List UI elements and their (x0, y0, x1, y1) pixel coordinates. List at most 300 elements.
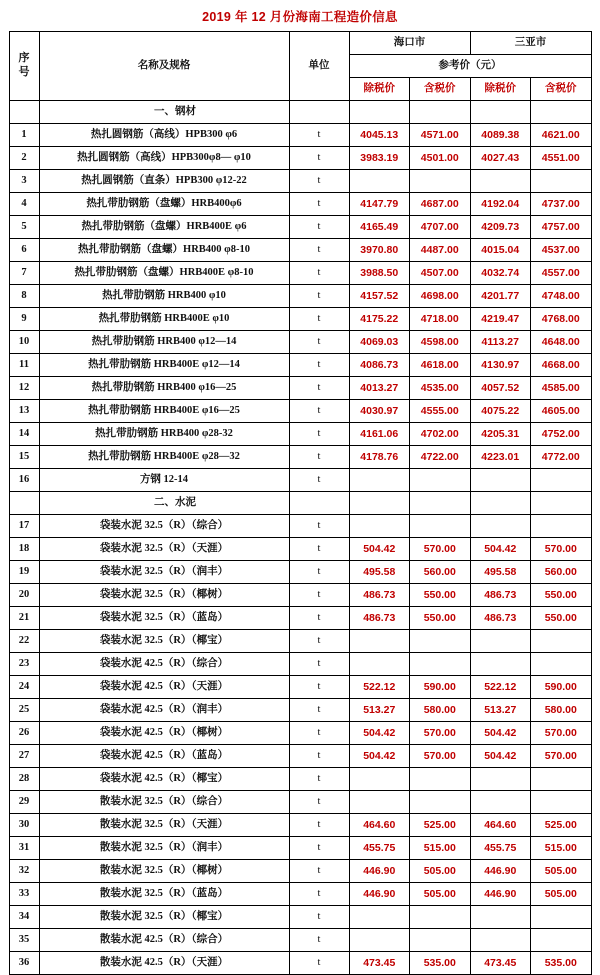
header-seq-line2: 号 (18, 66, 30, 78)
row-unit: t (289, 929, 349, 952)
row-haikou-incl-tax: 570.00 (410, 538, 471, 561)
row-unit: t (289, 952, 349, 975)
header-seq (9, 32, 39, 101)
table-row (9, 147, 591, 170)
table-row (9, 722, 591, 745)
row-haikou-incl-tax: 4702.00 (410, 423, 471, 446)
row-sanya-excl-tax: 4209.73 (470, 216, 531, 239)
row-sanya-excl-tax: 504.42 (470, 722, 531, 745)
row-sanya-incl-tax (531, 630, 592, 653)
row-sanya-incl-tax (531, 101, 592, 124)
table-row (9, 561, 591, 584)
row-haikou-incl-tax (410, 469, 471, 492)
row-sequence: 19 (9, 561, 39, 584)
row-category-name: 一、钢材 (39, 101, 289, 124)
row-item-name: 袋装水泥 32.5（R）（润丰） (39, 561, 289, 584)
row-item-name: 袋装水泥 42.5（R）（蓝岛） (39, 745, 289, 768)
row-haikou-incl-tax: 4535.00 (410, 377, 471, 400)
row-item-name: 袋装水泥 42.5（R）（天涯） (39, 676, 289, 699)
row-item-name: 散装水泥 32.5（R）（椰宝） (39, 906, 289, 929)
row-unit: t (289, 331, 349, 354)
row-sanya-excl-tax: 446.90 (470, 883, 531, 906)
row-item-name: 袋装水泥 32.5（R）（椰树） (39, 584, 289, 607)
row-item-name: 热扎带肋钢筋 HRB400 φ16—25 (39, 377, 289, 400)
row-haikou-incl-tax (410, 630, 471, 653)
row-item-name: 袋装水泥 32.5（R）（椰宝） (39, 630, 289, 653)
row-sanya-incl-tax: 4772.00 (531, 446, 592, 469)
header-sanya-incl-tax: 含税价 (531, 78, 592, 101)
header-city-sanya: 三亚市 (470, 32, 591, 55)
row-sequence: 13 (9, 400, 39, 423)
row-unit: t (289, 745, 349, 768)
row-haikou-excl-tax: 486.73 (349, 607, 410, 630)
row-sanya-excl-tax (470, 906, 531, 929)
row-sanya-excl-tax (470, 469, 531, 492)
table-row (9, 653, 591, 676)
header-city-haikou: 海口市 (349, 32, 470, 55)
row-sequence: 36 (9, 952, 39, 975)
header-haikou-excl-tax: 除税价 (349, 78, 410, 101)
row-sanya-excl-tax (470, 515, 531, 538)
row-sanya-incl-tax: 4537.00 (531, 239, 592, 262)
row-item-name: 散装水泥 32.5（R）（天涯） (39, 814, 289, 837)
row-haikou-excl-tax (349, 630, 410, 653)
row-haikou-excl-tax: 486.73 (349, 584, 410, 607)
table-row (9, 308, 591, 331)
row-haikou-excl-tax (349, 515, 410, 538)
table-row (9, 262, 591, 285)
row-sanya-incl-tax: 515.00 (531, 837, 592, 860)
row-item-name: 热扎带肋钢筋 HRB400E φ28—32 (39, 446, 289, 469)
row-item-name: 袋装水泥 42.5（R）（润丰） (39, 699, 289, 722)
row-unit (289, 101, 349, 124)
table-row (9, 745, 591, 768)
row-haikou-incl-tax: 590.00 (410, 676, 471, 699)
row-category-name: 二、水泥 (39, 492, 289, 515)
table-row (9, 837, 591, 860)
row-item-name: 散装水泥 32.5（R）（椰树） (39, 860, 289, 883)
row-sanya-excl-tax: 4089.38 (470, 124, 531, 147)
row-sequence: 2 (9, 147, 39, 170)
row-sanya-incl-tax: 4551.00 (531, 147, 592, 170)
row-sequence: 18 (9, 538, 39, 561)
header-sanya-excl-tax: 除税价 (470, 78, 531, 101)
row-sequence: 1 (9, 124, 39, 147)
row-haikou-excl-tax: 464.60 (349, 814, 410, 837)
row-haikou-incl-tax: 4598.00 (410, 331, 471, 354)
row-item-name: 热扎圆钢筋（高线）HPB300φ8— φ10 (39, 147, 289, 170)
row-sanya-excl-tax: 522.12 (470, 676, 531, 699)
row-unit: t (289, 469, 349, 492)
row-haikou-incl-tax: 4722.00 (410, 446, 471, 469)
row-haikou-excl-tax (349, 492, 410, 515)
row-haikou-incl-tax: 570.00 (410, 745, 471, 768)
row-unit: t (289, 722, 349, 745)
row-item-name: 袋装水泥 42.5（R）（椰宝） (39, 768, 289, 791)
row-haikou-excl-tax: 4013.27 (349, 377, 410, 400)
row-sanya-excl-tax (470, 929, 531, 952)
row-unit: t (289, 377, 349, 400)
row-haikou-excl-tax (349, 653, 410, 676)
row-sequence: 26 (9, 722, 39, 745)
row-haikou-incl-tax: 4507.00 (410, 262, 471, 285)
table-row (9, 929, 591, 952)
row-unit: t (289, 239, 349, 262)
row-haikou-excl-tax: 4157.52 (349, 285, 410, 308)
row-unit: t (289, 630, 349, 653)
row-sanya-excl-tax (470, 768, 531, 791)
row-haikou-excl-tax (349, 929, 410, 952)
header-seq-line1: 序 (18, 52, 30, 65)
row-sanya-excl-tax: 4027.43 (470, 147, 531, 170)
table-row (9, 584, 591, 607)
row-haikou-incl-tax: 515.00 (410, 837, 471, 860)
row-sequence: 23 (9, 653, 39, 676)
price-information-table (9, 31, 592, 975)
row-sequence: 34 (9, 906, 39, 929)
row-sanya-incl-tax: 4748.00 (531, 285, 592, 308)
row-haikou-excl-tax (349, 170, 410, 193)
row-sanya-incl-tax: 4737.00 (531, 193, 592, 216)
row-item-name: 袋装水泥 32.5（R）（综合） (39, 515, 289, 538)
row-sequence: 8 (9, 285, 39, 308)
row-unit (289, 492, 349, 515)
row-unit: t (289, 124, 349, 147)
header-haikou-incl-tax: 含税价 (410, 78, 471, 101)
row-sanya-excl-tax: 486.73 (470, 584, 531, 607)
row-unit: t (289, 699, 349, 722)
row-sanya-incl-tax: 535.00 (531, 952, 592, 975)
row-sanya-excl-tax: 464.60 (470, 814, 531, 837)
row-sanya-excl-tax: 455.75 (470, 837, 531, 860)
row-sanya-incl-tax (531, 653, 592, 676)
row-haikou-incl-tax: 525.00 (410, 814, 471, 837)
row-haikou-excl-tax: 522.12 (349, 676, 410, 699)
row-sanya-excl-tax: 4015.04 (470, 239, 531, 262)
row-sequence: 12 (9, 377, 39, 400)
row-unit: t (289, 837, 349, 860)
row-haikou-incl-tax (410, 653, 471, 676)
row-unit: t (289, 538, 349, 561)
row-item-name: 袋装水泥 42.5（R）（综合） (39, 653, 289, 676)
table-row (9, 124, 591, 147)
row-item-name: 散装水泥 42.5（R）（天涯） (39, 952, 289, 975)
row-sequence: 22 (9, 630, 39, 653)
row-sanya-incl-tax: 570.00 (531, 538, 592, 561)
header-reference-price: 参考价（元） (349, 55, 591, 78)
row-unit: t (289, 400, 349, 423)
row-haikou-incl-tax: 550.00 (410, 584, 471, 607)
row-sequence: 6 (9, 239, 39, 262)
table-row (9, 791, 591, 814)
row-unit: t (289, 285, 349, 308)
table-row (9, 239, 591, 262)
row-item-name: 热扎带肋钢筋 HRB400 φ12—14 (39, 331, 289, 354)
row-haikou-excl-tax (349, 469, 410, 492)
row-item-name: 热扎圆钢筋（直条）HPB300 φ12-22 (39, 170, 289, 193)
row-haikou-incl-tax (410, 768, 471, 791)
header-unit: 单位 (289, 32, 349, 101)
row-sanya-incl-tax: 4621.00 (531, 124, 592, 147)
row-sequence: 11 (9, 354, 39, 377)
table-row (9, 607, 591, 630)
row-sanya-excl-tax: 473.45 (470, 952, 531, 975)
row-haikou-incl-tax: 4718.00 (410, 308, 471, 331)
row-haikou-excl-tax: 4045.13 (349, 124, 410, 147)
row-haikou-incl-tax: 4487.00 (410, 239, 471, 262)
row-haikou-excl-tax: 4161.06 (349, 423, 410, 446)
row-unit: t (289, 791, 349, 814)
row-sanya-incl-tax: 4648.00 (531, 331, 592, 354)
table-row (9, 354, 591, 377)
row-sanya-excl-tax: 4075.22 (470, 400, 531, 423)
table-row (9, 193, 591, 216)
row-haikou-excl-tax: 4175.22 (349, 308, 410, 331)
table-row (9, 699, 591, 722)
row-haikou-incl-tax: 4501.00 (410, 147, 471, 170)
row-haikou-incl-tax: 4707.00 (410, 216, 471, 239)
row-sanya-incl-tax: 4668.00 (531, 354, 592, 377)
row-haikou-incl-tax: 4571.00 (410, 124, 471, 147)
row-sanya-incl-tax: 4557.00 (531, 262, 592, 285)
row-sanya-excl-tax: 495.58 (470, 561, 531, 584)
row-sanya-excl-tax: 4201.77 (470, 285, 531, 308)
row-sanya-incl-tax (531, 768, 592, 791)
row-sanya-incl-tax: 560.00 (531, 561, 592, 584)
row-unit: t (289, 515, 349, 538)
row-sanya-incl-tax (531, 469, 592, 492)
row-sanya-incl-tax: 4768.00 (531, 308, 592, 331)
row-haikou-excl-tax: 455.75 (349, 837, 410, 860)
row-sanya-excl-tax: 446.90 (470, 860, 531, 883)
row-unit: t (289, 607, 349, 630)
row-sanya-excl-tax (470, 653, 531, 676)
row-haikou-excl-tax: 3988.50 (349, 262, 410, 285)
row-sanya-incl-tax: 590.00 (531, 676, 592, 699)
row-sanya-incl-tax: 4752.00 (531, 423, 592, 446)
table-row (9, 101, 591, 124)
header-name-spec: 名称及规格 (39, 32, 289, 101)
row-sequence: 29 (9, 791, 39, 814)
row-sanya-excl-tax: 4130.97 (470, 354, 531, 377)
row-sanya-incl-tax: 4585.00 (531, 377, 592, 400)
row-haikou-excl-tax (349, 768, 410, 791)
row-haikou-excl-tax (349, 101, 410, 124)
row-unit: t (289, 860, 349, 883)
row-unit: t (289, 676, 349, 699)
row-sequence: 15 (9, 446, 39, 469)
row-sanya-excl-tax: 486.73 (470, 607, 531, 630)
row-sanya-incl-tax (531, 492, 592, 515)
row-haikou-incl-tax: 4698.00 (410, 285, 471, 308)
row-item-name: 热扎带肋钢筋 HRB400E φ12—14 (39, 354, 289, 377)
row-sanya-incl-tax: 580.00 (531, 699, 592, 722)
row-haikou-incl-tax (410, 929, 471, 952)
table-row (9, 860, 591, 883)
row-item-name: 袋装水泥 32.5（R）（蓝岛） (39, 607, 289, 630)
row-sequence: 14 (9, 423, 39, 446)
row-unit: t (289, 906, 349, 929)
row-haikou-incl-tax (410, 791, 471, 814)
table-row (9, 423, 591, 446)
table-body (9, 101, 591, 975)
row-item-name: 热扎带肋钢筋 HRB400 φ28-32 (39, 423, 289, 446)
row-sequence: 10 (9, 331, 39, 354)
row-sequence: 24 (9, 676, 39, 699)
table-row (9, 515, 591, 538)
row-sequence: 25 (9, 699, 39, 722)
row-haikou-excl-tax: 4178.76 (349, 446, 410, 469)
row-sequence: 7 (9, 262, 39, 285)
table-row (9, 952, 591, 975)
row-haikou-incl-tax (410, 492, 471, 515)
row-sanya-incl-tax: 550.00 (531, 607, 592, 630)
row-item-name: 热扎带肋钢筋（盘螺）HRB400E φ6 (39, 216, 289, 239)
row-haikou-incl-tax: 505.00 (410, 883, 471, 906)
row-haikou-incl-tax (410, 906, 471, 929)
row-sequence: 4 (9, 193, 39, 216)
row-haikou-incl-tax: 570.00 (410, 722, 471, 745)
row-item-name: 方钢 12-14 (39, 469, 289, 492)
row-sanya-incl-tax: 570.00 (531, 722, 592, 745)
table-row (9, 170, 591, 193)
row-sanya-incl-tax (531, 906, 592, 929)
row-item-name: 散装水泥 42.5（R）（综合） (39, 929, 289, 952)
row-haikou-incl-tax (410, 101, 471, 124)
row-sequence (9, 101, 39, 124)
row-sanya-incl-tax (531, 791, 592, 814)
row-item-name: 袋装水泥 42.5（R）（椰树） (39, 722, 289, 745)
row-item-name: 热扎带肋钢筋 HRB400E φ16—25 (39, 400, 289, 423)
row-sanya-excl-tax: 504.42 (470, 538, 531, 561)
row-unit: t (289, 883, 349, 906)
row-sequence: 33 (9, 883, 39, 906)
table-row (9, 331, 591, 354)
row-unit: t (289, 423, 349, 446)
row-sequence: 9 (9, 308, 39, 331)
row-sanya-incl-tax: 505.00 (531, 883, 592, 906)
row-item-name: 热扎圆钢筋（高线）HPB300 φ6 (39, 124, 289, 147)
table-row (9, 676, 591, 699)
row-haikou-incl-tax: 505.00 (410, 860, 471, 883)
row-sanya-excl-tax: 4032.74 (470, 262, 531, 285)
row-haikou-excl-tax: 3983.19 (349, 147, 410, 170)
row-unit: t (289, 147, 349, 170)
row-item-name: 袋装水泥 32.5（R）（天涯） (39, 538, 289, 561)
row-sanya-excl-tax (470, 791, 531, 814)
row-sanya-incl-tax: 550.00 (531, 584, 592, 607)
row-haikou-incl-tax: 535.00 (410, 952, 471, 975)
row-item-name: 散装水泥 32.5（R）（润丰） (39, 837, 289, 860)
table-row (9, 814, 591, 837)
table-row (9, 538, 591, 561)
row-sanya-incl-tax: 570.00 (531, 745, 592, 768)
row-item-name: 热扎带肋钢筋 HRB400E φ10 (39, 308, 289, 331)
row-sanya-excl-tax: 504.42 (470, 745, 531, 768)
row-sanya-excl-tax (470, 492, 531, 515)
table-row (9, 216, 591, 239)
row-haikou-excl-tax: 504.42 (349, 722, 410, 745)
row-haikou-incl-tax: 550.00 (410, 607, 471, 630)
row-haikou-incl-tax: 4687.00 (410, 193, 471, 216)
row-sanya-incl-tax: 505.00 (531, 860, 592, 883)
table-row (9, 768, 591, 791)
page-title: 2019 年 12 月份海南工程造价信息 (202, 10, 398, 24)
row-unit: t (289, 561, 349, 584)
table-row (9, 492, 591, 515)
row-haikou-excl-tax (349, 906, 410, 929)
row-unit: t (289, 193, 349, 216)
row-sequence: 21 (9, 607, 39, 630)
row-haikou-incl-tax: 4555.00 (410, 400, 471, 423)
table-row (9, 377, 591, 400)
row-haikou-excl-tax (349, 791, 410, 814)
row-unit: t (289, 814, 349, 837)
row-unit: t (289, 768, 349, 791)
row-sanya-excl-tax: 4219.47 (470, 308, 531, 331)
row-sequence: 3 (9, 170, 39, 193)
row-item-name: 散装水泥 32.5（R）（综合） (39, 791, 289, 814)
row-haikou-excl-tax: 495.58 (349, 561, 410, 584)
row-sanya-incl-tax (531, 170, 592, 193)
row-sanya-excl-tax: 4113.27 (470, 331, 531, 354)
table-row (9, 446, 591, 469)
table-row (9, 469, 591, 492)
table-row (9, 630, 591, 653)
row-sequence: 16 (9, 469, 39, 492)
table-row (9, 285, 591, 308)
row-haikou-excl-tax: 513.27 (349, 699, 410, 722)
row-haikou-excl-tax: 3970.80 (349, 239, 410, 262)
row-sequence (9, 492, 39, 515)
row-sanya-incl-tax: 4605.00 (531, 400, 592, 423)
row-haikou-excl-tax: 4069.03 (349, 331, 410, 354)
row-haikou-excl-tax: 504.42 (349, 745, 410, 768)
row-haikou-excl-tax: 4165.49 (349, 216, 410, 239)
row-haikou-incl-tax: 560.00 (410, 561, 471, 584)
row-sanya-excl-tax: 4192.04 (470, 193, 531, 216)
row-unit: t (289, 262, 349, 285)
row-unit: t (289, 308, 349, 331)
row-unit: t (289, 170, 349, 193)
row-sanya-excl-tax (470, 101, 531, 124)
row-sequence: 31 (9, 837, 39, 860)
row-sanya-incl-tax: 4757.00 (531, 216, 592, 239)
row-sanya-excl-tax: 513.27 (470, 699, 531, 722)
row-item-name: 热扎带肋钢筋（盘螺）HRB400 φ8-10 (39, 239, 289, 262)
row-sequence: 35 (9, 929, 39, 952)
row-sequence: 28 (9, 768, 39, 791)
row-sanya-incl-tax (531, 929, 592, 952)
row-haikou-incl-tax (410, 170, 471, 193)
row-haikou-excl-tax: 4086.73 (349, 354, 410, 377)
row-haikou-excl-tax: 4147.79 (349, 193, 410, 216)
row-sanya-excl-tax: 4057.52 (470, 377, 531, 400)
row-unit: t (289, 653, 349, 676)
row-sanya-excl-tax: 4223.01 (470, 446, 531, 469)
row-sanya-excl-tax: 4205.31 (470, 423, 531, 446)
row-haikou-excl-tax: 473.45 (349, 952, 410, 975)
row-sequence: 32 (9, 860, 39, 883)
row-haikou-excl-tax: 446.90 (349, 860, 410, 883)
row-unit: t (289, 216, 349, 239)
row-haikou-excl-tax: 504.42 (349, 538, 410, 561)
row-sequence: 30 (9, 814, 39, 837)
table-row (9, 883, 591, 906)
row-haikou-excl-tax: 446.90 (349, 883, 410, 906)
row-item-name: 热扎带肋钢筋（盘螺）HRB400φ6 (39, 193, 289, 216)
row-haikou-excl-tax: 4030.97 (349, 400, 410, 423)
